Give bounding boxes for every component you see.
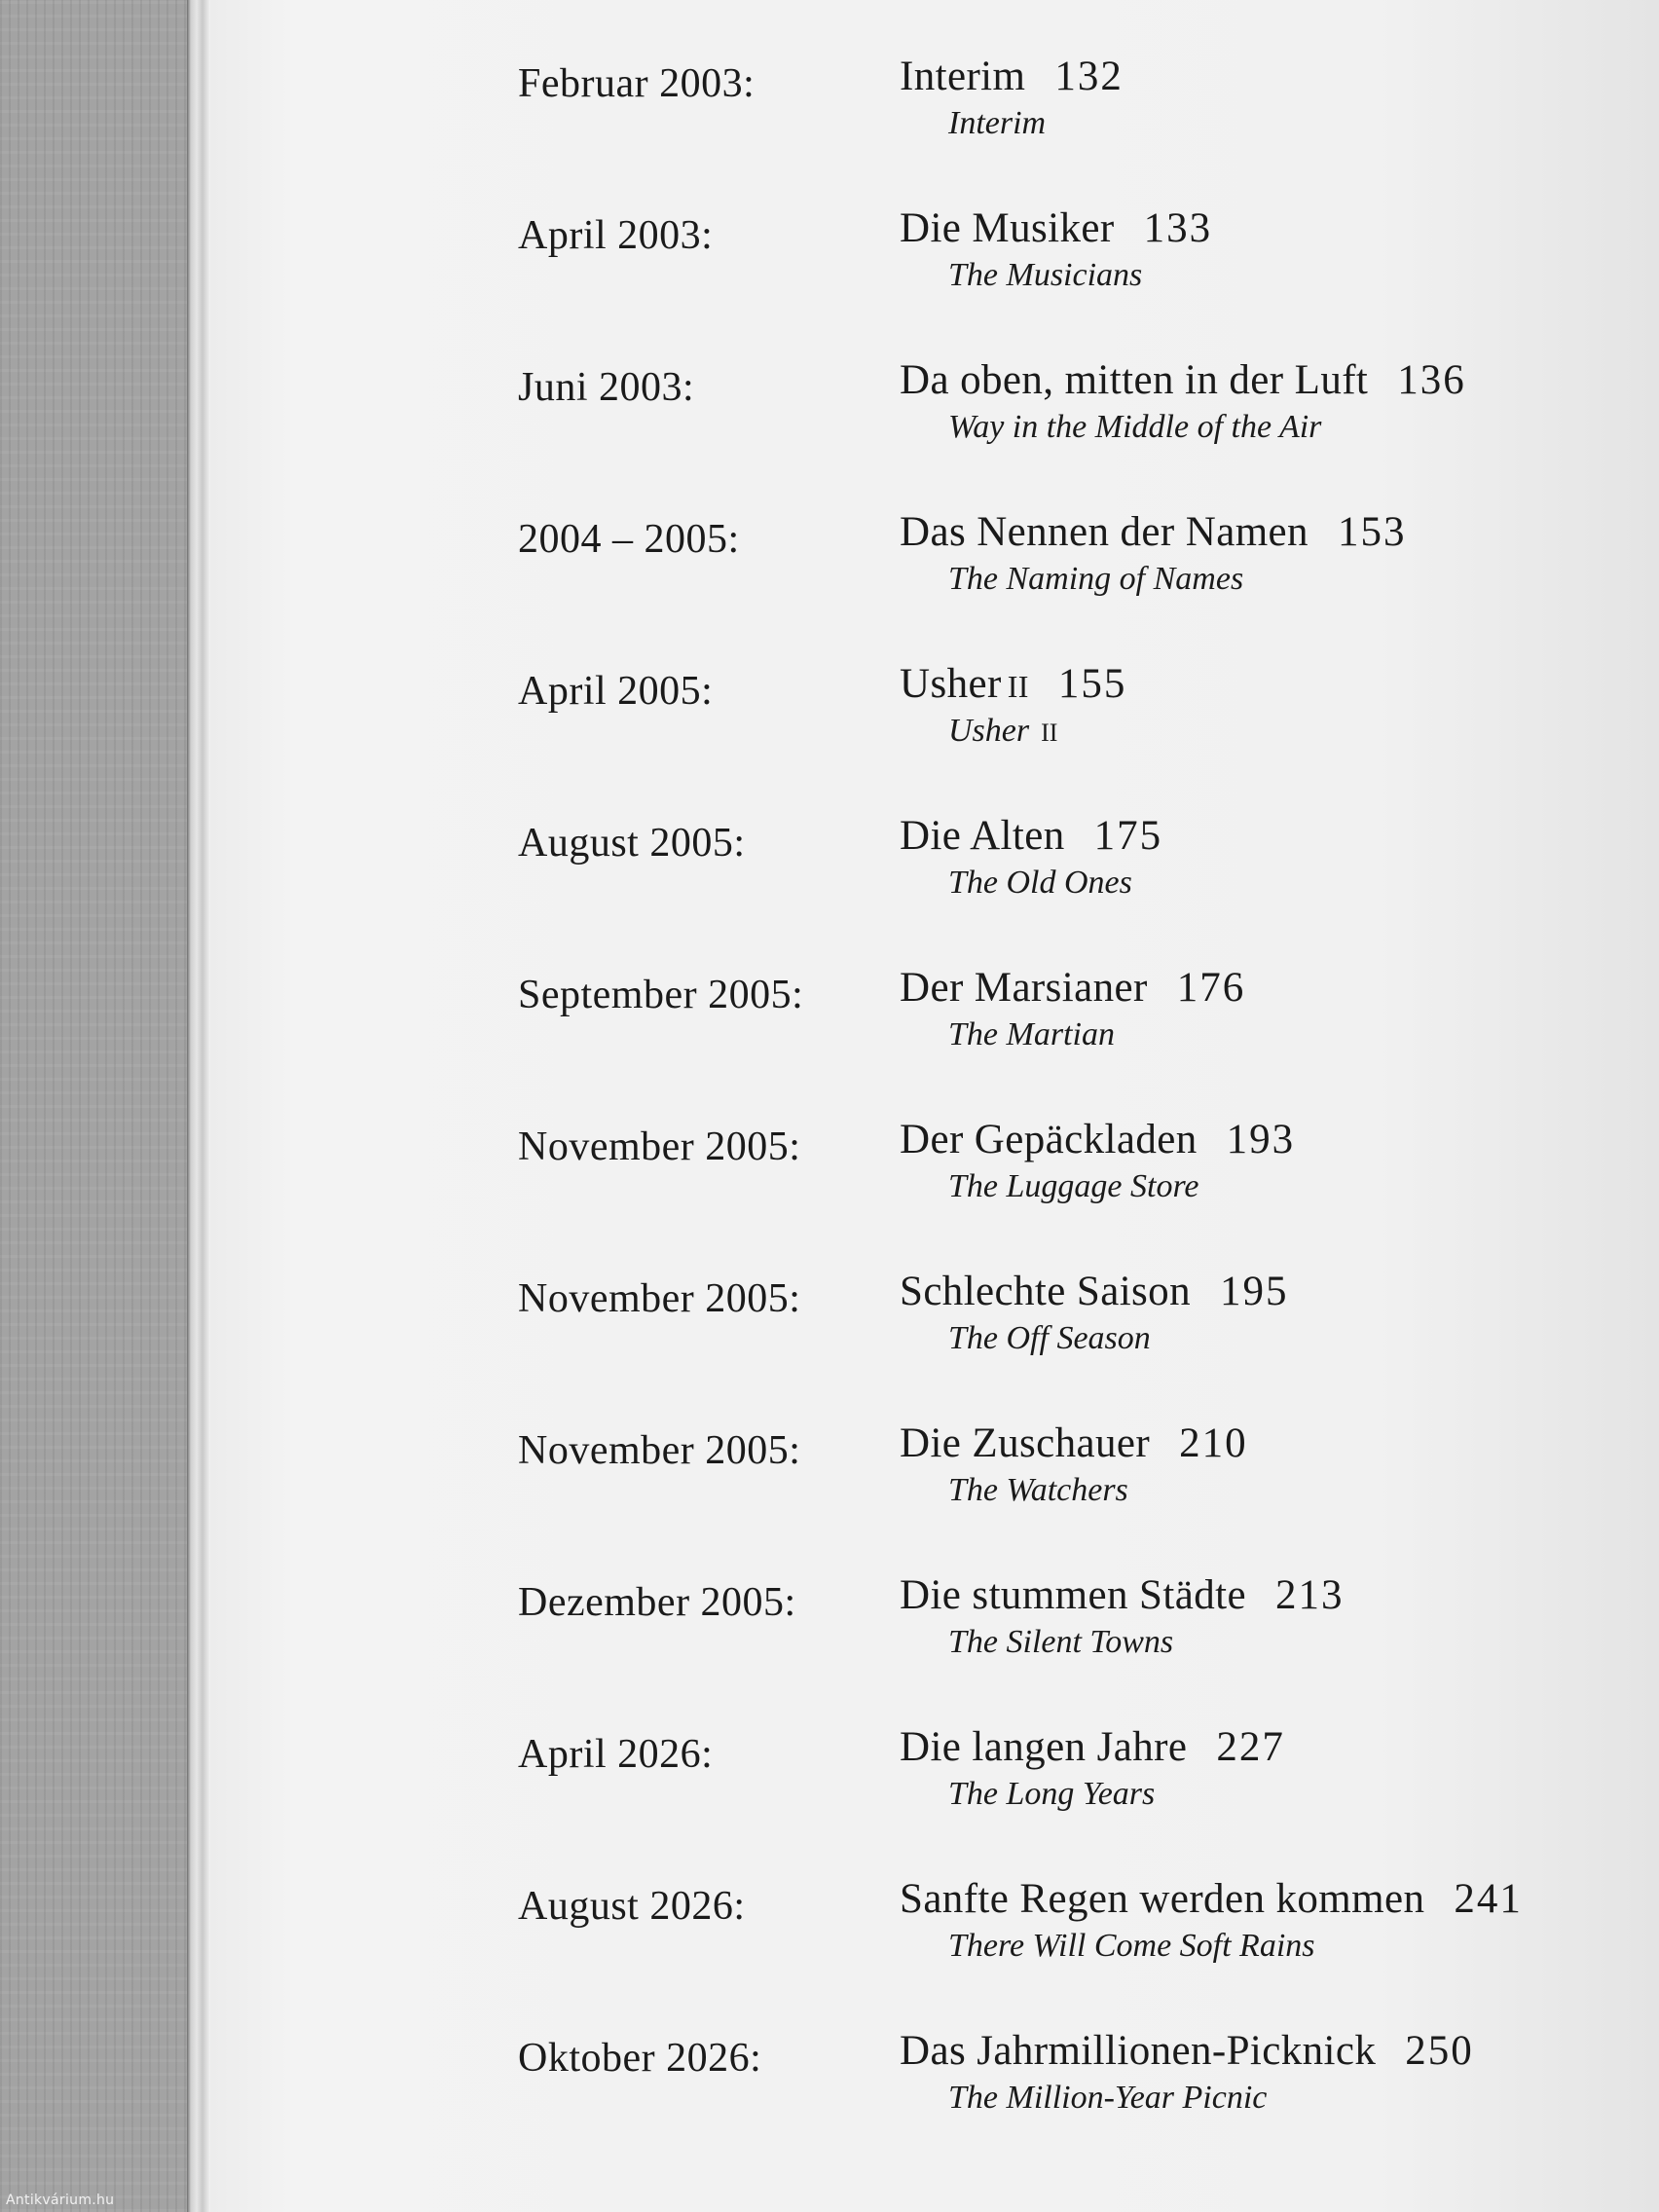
toc-entry: [0, 1572, 1659, 1686]
entry-subtitle: The Musicians: [948, 257, 1143, 293]
entry-page-number: 250: [1405, 2028, 1474, 2074]
toc-entry: [0, 813, 1659, 927]
entry-page-number: 193: [1226, 1117, 1296, 1162]
entry-title-text: Das Nennen der Namen: [900, 509, 1309, 555]
entry-title: [900, 1419, 1248, 1467]
toc-entry: [0, 1420, 1659, 1534]
page-stack-edge: [187, 0, 210, 2212]
entry-subtitle: [948, 713, 1057, 750]
entry-title-text: Da oben, mitten in der Luft: [900, 357, 1369, 403]
entry-date: Juni 2003:: [518, 365, 695, 410]
toc-entry: [0, 1724, 1659, 1838]
entry-page-number: 133: [1143, 205, 1213, 251]
entry-title: [900, 2027, 1474, 2075]
toc-entry: [0, 205, 1659, 319]
entry-subtitle: The Naming of Names: [948, 561, 1244, 597]
entry-title-suffix: II: [1007, 669, 1029, 704]
entry-page-number: 132: [1054, 54, 1124, 99]
toc-entry: [0, 54, 1659, 167]
entry-title: [900, 1875, 1523, 1923]
entry-title: [900, 1571, 1344, 1619]
entry-subtitle: There Will Come Soft Rains: [948, 1928, 1315, 1964]
toc-entry: [0, 1876, 1659, 1990]
entry-date: Februar 2003:: [518, 61, 756, 106]
entry-page-number: 175: [1093, 813, 1163, 859]
entry-subtitle: The Silent Towns: [948, 1624, 1174, 1660]
entry-date: April 2005:: [518, 669, 714, 714]
entry-page-number: 210: [1179, 1420, 1248, 1466]
entry-page-number: 153: [1337, 509, 1407, 555]
entry-title: [900, 508, 1406, 556]
entry-subtitle: The Off Season: [948, 1320, 1151, 1356]
entry-title-text: Die Alten: [900, 813, 1065, 859]
entry-title-text: Usher: [900, 661, 1002, 707]
entry-title-text: Der Gepäckladen: [900, 1117, 1198, 1162]
entry-subtitle-text: Usher: [948, 713, 1030, 749]
entry-title: [900, 1116, 1295, 1163]
entry-date: November 2005:: [518, 1428, 801, 1473]
entry-page-number: 176: [1176, 965, 1246, 1011]
entry-title: [900, 53, 1124, 100]
toc-entry: [0, 661, 1659, 775]
entry-title: [900, 964, 1245, 1012]
entry-title: [900, 812, 1162, 860]
entry-page-number: 227: [1216, 1724, 1285, 1770]
entry-title: [900, 356, 1466, 404]
entry-title-text: Sanfte Regen werden kommen: [900, 1876, 1425, 1922]
entry-date: September 2005:: [518, 973, 804, 1017]
entry-title-text: Der Marsianer: [900, 965, 1148, 1011]
toc-entry: [0, 2028, 1659, 2142]
entry-subtitle: The Long Years: [948, 1776, 1156, 1812]
entry-subtitle: Interim: [948, 105, 1047, 141]
entry-subtitle: The Old Ones: [948, 865, 1132, 901]
entry-subtitle: The Million-Year Picnic: [948, 2080, 1268, 2116]
entry-title: [900, 1268, 1288, 1315]
entry-subtitle: The Watchers: [948, 1472, 1128, 1508]
entry-page-number: 213: [1274, 1572, 1345, 1618]
entry-page-number: 136: [1397, 357, 1466, 403]
entry-title-text: Die stummen Städte: [900, 1572, 1246, 1618]
entry-title-text: Die Zuschauer: [900, 1420, 1151, 1466]
entry-date: November 2005:: [518, 1124, 801, 1169]
entry-date: August 2026:: [518, 1884, 746, 1929]
book-cover-edge: [0, 0, 187, 2212]
entry-title-text: Die Musiker: [900, 205, 1115, 251]
toc-entry: [0, 965, 1659, 1079]
entry-title: [900, 1723, 1285, 1771]
toc-entry: [0, 1117, 1659, 1231]
entry-page-number: 195: [1219, 1269, 1289, 1314]
entry-date: August 2005:: [518, 821, 746, 866]
entry-page-number: 155: [1057, 661, 1127, 707]
entry-subtitle: Way in the Middle of the Air: [948, 409, 1322, 445]
entry-title: [900, 204, 1212, 252]
entry-title-text: Schlechte Saison: [900, 1269, 1191, 1314]
toc-entry: [0, 357, 1659, 471]
entry-date: 2004 – 2005:: [518, 517, 740, 562]
entry-title: [900, 660, 1126, 708]
toc-entry: [0, 1269, 1659, 1382]
entry-title-text: Das Jahrmillionen-Picknick: [900, 2028, 1377, 2074]
entry-date: November 2005:: [518, 1276, 801, 1321]
entry-date: Oktober 2026:: [518, 2036, 762, 2081]
entry-page-number: 241: [1454, 1876, 1523, 1922]
entry-title-text: Interim: [900, 54, 1026, 99]
watermark-text: Antikvárium.hu: [6, 2193, 115, 2208]
entry-title-text: Die langen Jahre: [900, 1724, 1188, 1770]
toc-entry: [0, 509, 1659, 623]
entry-subtitle: The Luggage Store: [948, 1168, 1199, 1204]
entry-subtitle-suffix: II: [1041, 719, 1058, 747]
entry-date: Dezember 2005:: [518, 1580, 796, 1625]
entry-date: April 2003:: [518, 213, 714, 258]
entry-date: April 2026:: [518, 1732, 714, 1777]
entry-subtitle: The Martian: [948, 1016, 1115, 1052]
